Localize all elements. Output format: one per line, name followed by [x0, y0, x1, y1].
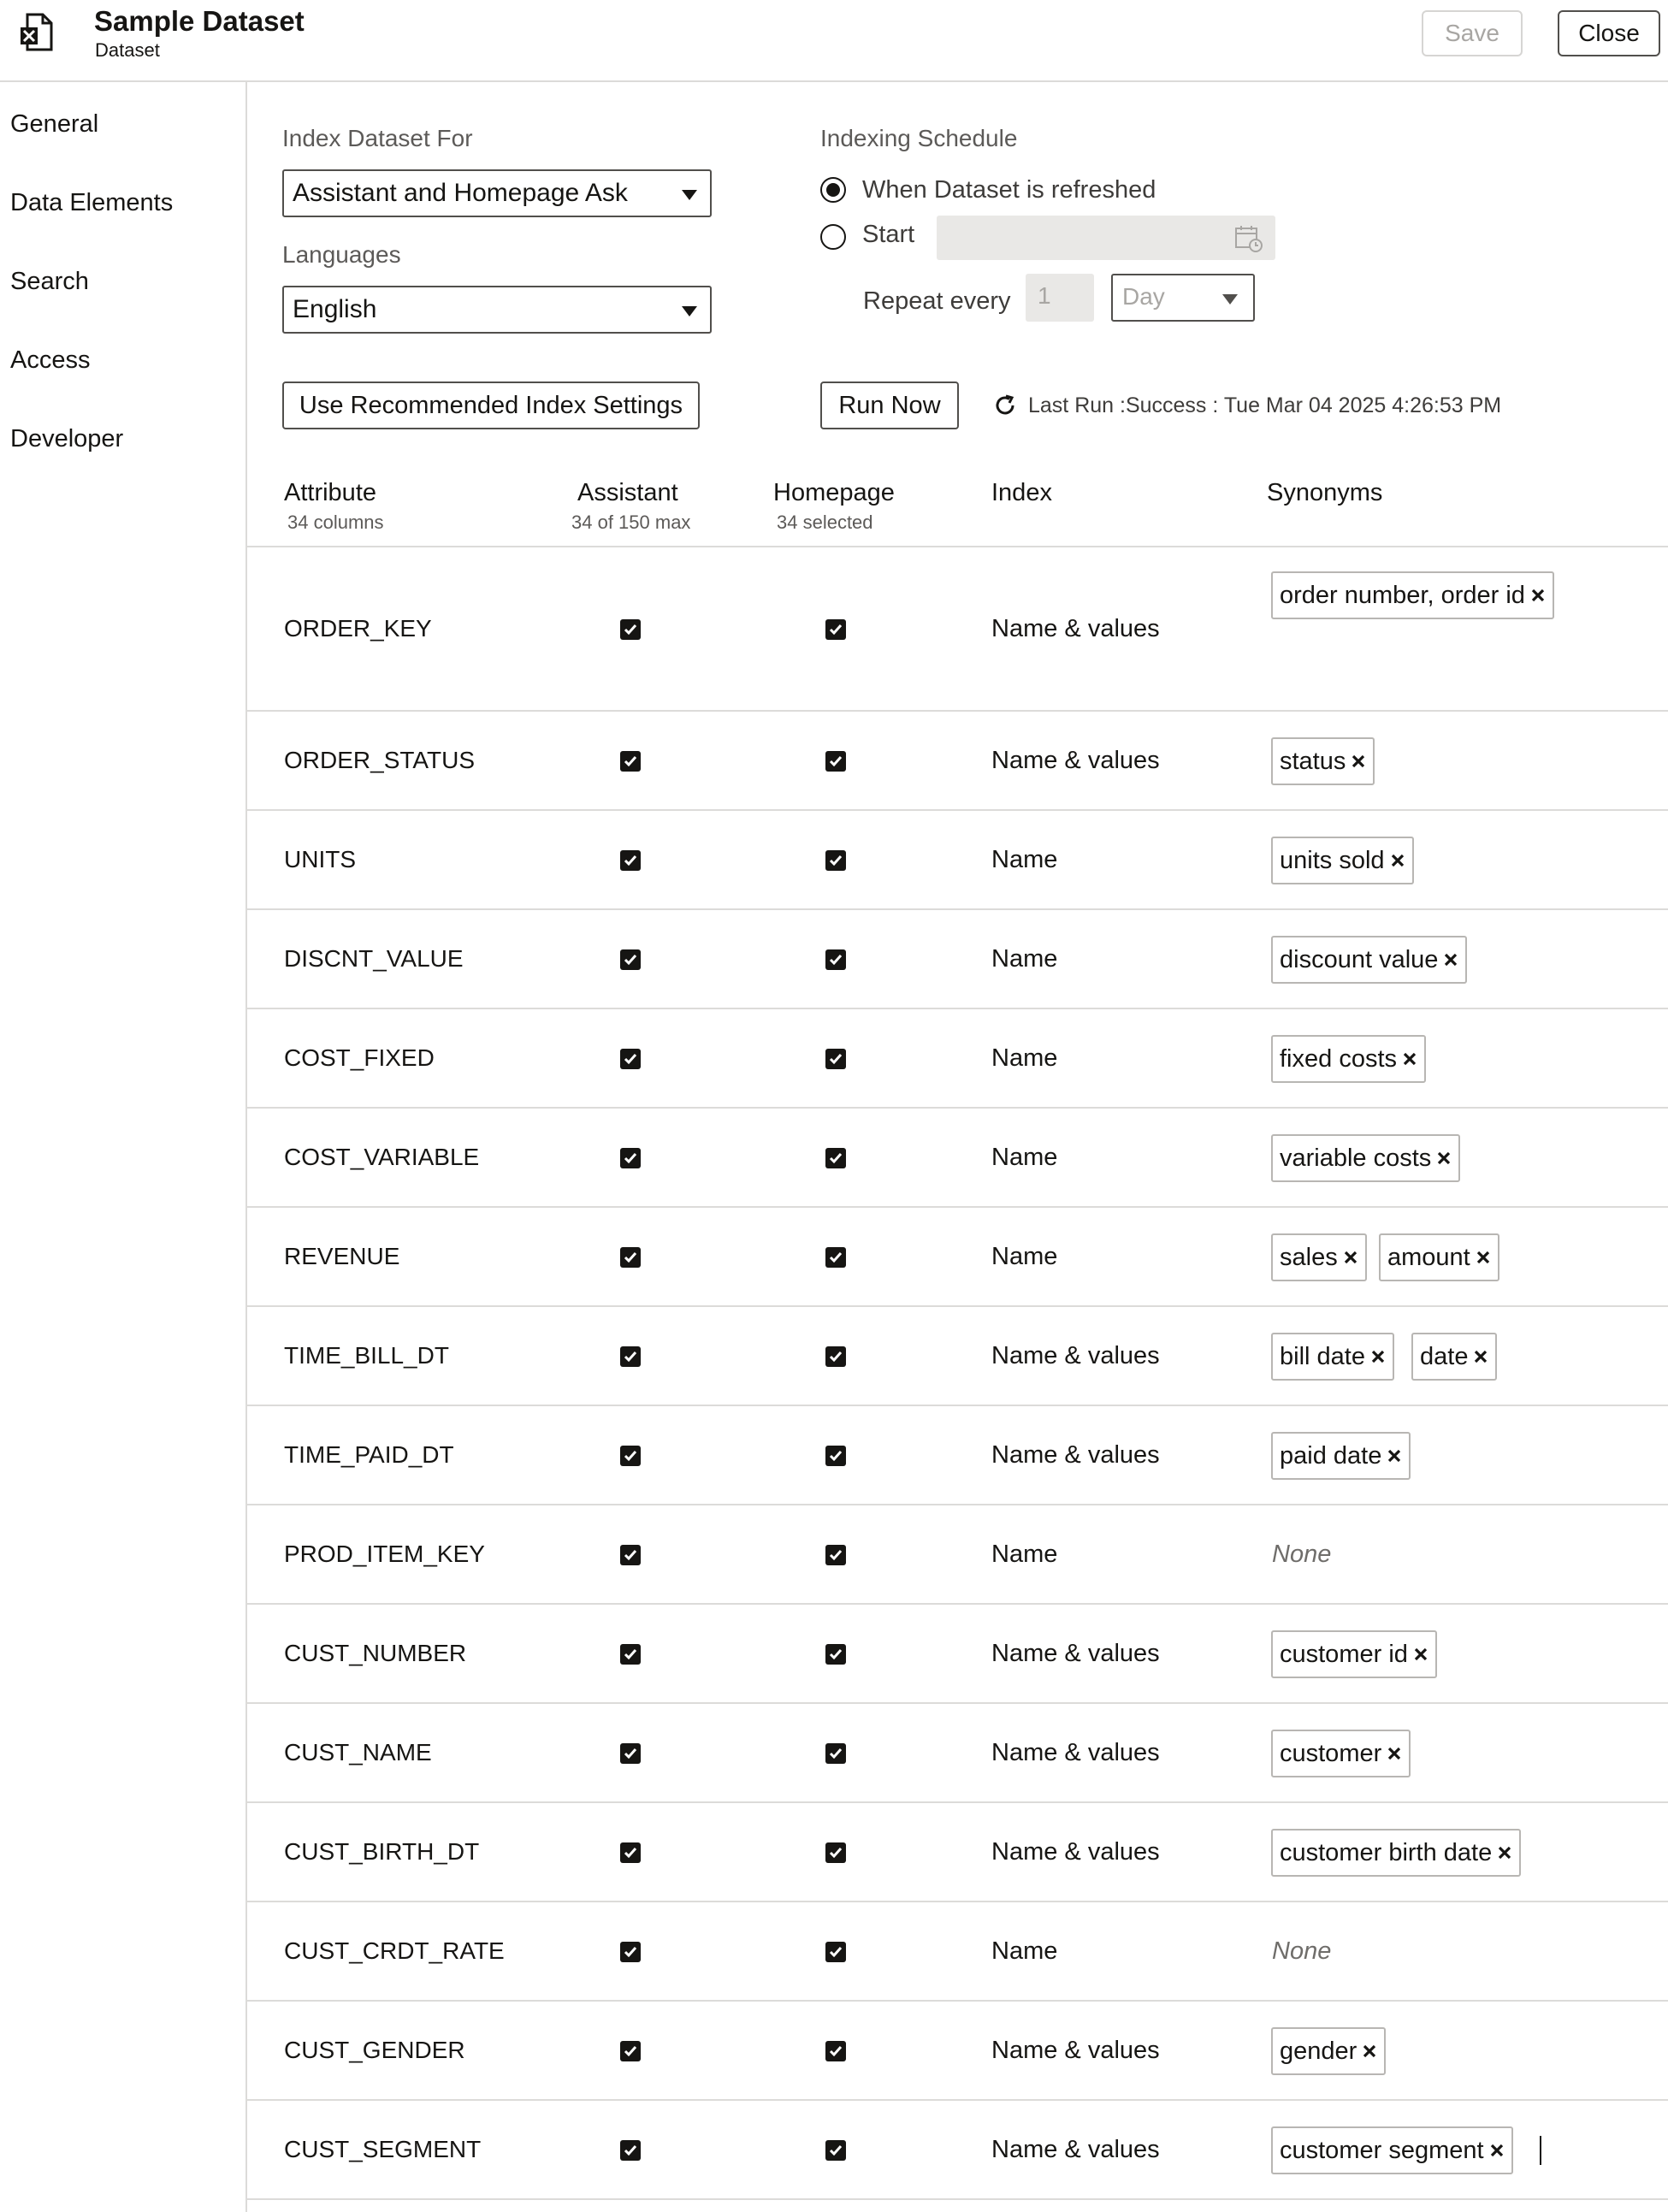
homepage-checkbox[interactable] [825, 850, 846, 871]
table-row [247, 1307, 1668, 1406]
table-row [247, 1803, 1668, 1902]
index-for-label: Index Dataset For [282, 125, 473, 151]
homepage-checkbox[interactable] [825, 1942, 846, 1962]
synonym-text: bill date [1280, 1343, 1365, 1370]
assistant-checkbox[interactable] [620, 751, 641, 772]
index-mode[interactable]: Name [991, 846, 1058, 873]
sidebar-item-developer[interactable]: Developer [10, 425, 124, 452]
index-mode[interactable]: Name [991, 945, 1058, 973]
attribute-name: CUST_CRDT_RATE [284, 1937, 505, 1964]
index-mode[interactable]: Name [991, 1044, 1058, 1072]
attribute-name: COST_VARIABLE [284, 1144, 480, 1170]
table-row [247, 811, 1668, 910]
synonym-text: customer segment [1280, 2137, 1484, 2164]
remove-synonym-icon[interactable] [1362, 2043, 1377, 2059]
assistant-checkbox[interactable] [620, 1743, 641, 1764]
synonym-chip[interactable] [1271, 1730, 1411, 1777]
index-mode[interactable]: Name & values [991, 1739, 1160, 1766]
table-row [247, 712, 1668, 811]
table-row [247, 2002, 1668, 2101]
index-mode[interactable]: Name [991, 1937, 1058, 1965]
attribute-name: CUST_GENDER [284, 2037, 465, 2063]
start-date-input[interactable] [937, 216, 1275, 260]
table-row [247, 1109, 1668, 1208]
synonym-text: sales [1280, 1244, 1338, 1271]
last-run-status: Last Run :Success : Tue Mar 04 2025 4:26:53 PM [1028, 393, 1502, 417]
homepage-checkbox[interactable] [825, 1545, 846, 1565]
languages-label: Languages [282, 241, 401, 268]
repeat-every-value: 1 [1038, 282, 1051, 309]
assistant-checkbox[interactable] [620, 1842, 641, 1863]
attribute-name: ORDER_KEY [284, 615, 432, 642]
close-button[interactable]: Close [1558, 10, 1660, 56]
attribute-name: CUST_NAME [284, 1739, 432, 1765]
assistant-checkbox[interactable] [620, 1148, 641, 1168]
synonym-chip[interactable] [1271, 1035, 1426, 1083]
assistant-checkbox[interactable] [620, 1346, 641, 1367]
synonym-chip[interactable] [1271, 936, 1467, 984]
attribute-name: REVENUE [284, 1243, 400, 1269]
synonym-chip[interactable] [1271, 2126, 1513, 2174]
col-header-index: Index [991, 479, 1052, 506]
index-for-value: Assistant and Homepage Ask [293, 179, 628, 207]
col-header-homepage: Homepage [773, 479, 895, 506]
table-row [247, 2101, 1668, 2200]
synonym-chip[interactable] [1271, 1829, 1521, 1877]
index-mode[interactable]: Name & values [991, 2037, 1160, 2064]
radio-start-label: Start [862, 221, 915, 248]
col-header-assistant-sub: 34 of 150 max [571, 512, 691, 533]
index-mode[interactable]: Name [991, 1541, 1058, 1568]
table-row [247, 1605, 1668, 1704]
assistant-checkbox[interactable] [620, 1644, 641, 1665]
synonym-text: units sold [1280, 847, 1385, 874]
remove-synonym-icon[interactable] [1387, 1746, 1402, 1761]
synonym-input-cursor[interactable] [1540, 2136, 1541, 2165]
sidebar-item-access[interactable]: Access [10, 346, 91, 374]
attribute-name: CUST_NUMBER [284, 1640, 467, 1666]
attribute-name: CUST_BIRTH_DT [284, 1838, 480, 1865]
assistant-checkbox[interactable] [620, 1247, 641, 1268]
remove-synonym-icon[interactable] [1476, 1250, 1491, 1265]
remove-synonym-icon[interactable] [1351, 754, 1366, 769]
homepage-checkbox[interactable] [825, 1743, 846, 1764]
remove-synonym-icon[interactable] [1402, 1051, 1417, 1067]
remove-synonym-icon[interactable] [1489, 2143, 1505, 2158]
synonym-text: fixed costs [1280, 1045, 1397, 1073]
homepage-checkbox[interactable] [825, 751, 846, 772]
remove-synonym-icon[interactable] [1343, 1250, 1358, 1265]
dataset-file-icon [19, 12, 56, 53]
indexing-schedule-label: Indexing Schedule [820, 125, 1018, 151]
repeat-unit-value: Day [1122, 283, 1165, 310]
table-row [247, 1704, 1668, 1803]
attribute-name: CUST_SEGMENT [284, 2136, 482, 2162]
index-mode[interactable]: Name & values [991, 1838, 1160, 1866]
index-mode[interactable]: Name [991, 1243, 1058, 1270]
homepage-checkbox[interactable] [825, 1049, 846, 1069]
save-button[interactable]: Save [1422, 10, 1523, 56]
homepage-checkbox[interactable] [825, 2140, 846, 2161]
table-row [247, 1009, 1668, 1109]
index-for-select[interactable] [282, 169, 712, 217]
attribute-name: COST_FIXED [284, 1044, 435, 1071]
synonym-text: amount [1387, 1244, 1470, 1271]
attribute-name: ORDER_STATUS [284, 747, 475, 773]
page-title: Sample Dataset [94, 5, 305, 37]
synonyms-none[interactable]: None [1272, 1937, 1332, 1965]
synonyms-none[interactable]: None [1272, 1541, 1332, 1568]
chevron-down-icon [682, 306, 697, 316]
attribute-name: UNITS [284, 846, 356, 872]
synonym-chip[interactable] [1271, 1134, 1460, 1182]
table-row [247, 1902, 1668, 2002]
col-header-synonyms: Synonyms [1267, 479, 1383, 506]
page-subtitle: Dataset [95, 39, 160, 61]
table-row [247, 910, 1668, 1009]
index-mode[interactable]: Name & values [991, 747, 1160, 774]
index-mode[interactable]: Name [991, 1144, 1058, 1171]
run-now-button[interactable]: Run Now [820, 381, 959, 429]
synonym-chip[interactable] [1271, 1630, 1437, 1678]
assistant-checkbox[interactable] [620, 2140, 641, 2161]
calendar-icon[interactable] [1234, 224, 1263, 253]
chevron-down-icon [1222, 294, 1238, 305]
homepage-checkbox[interactable] [825, 619, 846, 640]
synonym-text: date [1420, 1343, 1469, 1370]
languages-select[interactable] [282, 286, 712, 334]
homepage-checkbox[interactable] [825, 949, 846, 970]
col-header-homepage-sub: 34 selected [777, 512, 873, 533]
assistant-checkbox[interactable] [620, 619, 641, 640]
attribute-name: DISCNT_VALUE [284, 945, 464, 972]
homepage-checkbox[interactable] [825, 1148, 846, 1168]
refresh-icon [993, 393, 1017, 417]
attribute-name: TIME_PAID_DT [284, 1441, 454, 1468]
remove-synonym-icon[interactable] [1436, 1150, 1452, 1166]
synonym-text: order number, order id [1280, 582, 1525, 609]
synonym-chip[interactable] [1271, 837, 1414, 884]
synonym-chip[interactable] [1411, 1333, 1497, 1381]
synonym-text: customer birth date [1280, 1839, 1493, 1866]
homepage-checkbox[interactable] [825, 2041, 846, 2061]
synonym-chip[interactable] [1271, 571, 1554, 619]
index-mode[interactable]: Name & values [991, 1441, 1160, 1469]
synonym-chip[interactable] [1271, 737, 1375, 785]
languages-value: English [293, 295, 377, 323]
assistant-checkbox[interactable] [620, 949, 641, 970]
use-recommended-settings-button[interactable]: Use Recommended Index Settings [282, 381, 700, 429]
synonym-text: customer [1280, 1740, 1382, 1767]
synonym-text: discount value [1280, 946, 1439, 973]
repeat-every-label: Repeat every [863, 287, 1011, 315]
synonym-chip[interactable] [1271, 1333, 1394, 1381]
homepage-checkbox[interactable] [825, 1346, 846, 1367]
repeat-unit-select[interactable] [1111, 274, 1255, 322]
radio-start[interactable] [820, 224, 846, 250]
synonym-text: variable costs [1280, 1144, 1432, 1172]
index-mode[interactable]: Name & values [991, 615, 1160, 642]
assistant-checkbox[interactable] [620, 850, 641, 871]
radio-selected-dot [826, 183, 840, 197]
remove-synonym-icon[interactable] [1413, 1647, 1428, 1662]
index-mode[interactable]: Name & values [991, 1640, 1160, 1667]
assistant-checkbox[interactable] [620, 1942, 641, 1962]
index-mode[interactable]: Name & values [991, 2136, 1160, 2163]
sidebar [0, 82, 247, 2212]
homepage-checkbox[interactable] [825, 1842, 846, 1863]
assistant-checkbox[interactable] [620, 1049, 641, 1069]
sidebar-item-search[interactable]: Search [10, 268, 89, 295]
remove-synonym-icon[interactable] [1497, 1845, 1512, 1860]
synonym-text: customer id [1280, 1641, 1408, 1668]
table-row [247, 1505, 1668, 1605]
radio-when-refreshed[interactable] [820, 177, 846, 203]
attribute-name: PROD_ITEM_KEY [284, 1541, 485, 1567]
table-row [247, 1406, 1668, 1505]
homepage-checkbox[interactable] [825, 1644, 846, 1665]
synonym-chip[interactable] [1271, 2027, 1386, 2075]
synonym-chip[interactable] [1271, 1432, 1411, 1480]
remove-synonym-icon[interactable] [1370, 1349, 1386, 1364]
synonym-text: status [1280, 748, 1346, 775]
assistant-checkbox[interactable] [620, 2041, 641, 2061]
homepage-checkbox[interactable] [825, 1446, 846, 1466]
synonym-chip[interactable] [1379, 1233, 1499, 1281]
remove-synonym-icon[interactable] [1530, 588, 1546, 603]
synonym-text: paid date [1280, 1442, 1382, 1470]
chevron-down-icon [682, 190, 697, 200]
remove-synonym-icon[interactable] [1390, 853, 1405, 868]
sidebar-item-data-elements[interactable]: Data Elements [10, 189, 174, 216]
remove-synonym-icon[interactable] [1473, 1349, 1488, 1364]
assistant-checkbox[interactable] [620, 1545, 641, 1565]
attribute-name: TIME_BILL_DT [284, 1342, 449, 1369]
assistant-checkbox[interactable] [620, 1446, 641, 1466]
synonym-text: gender [1280, 2038, 1357, 2065]
app-header [0, 0, 1668, 82]
remove-synonym-icon[interactable] [1443, 952, 1458, 967]
radio-when-refreshed-label: When Dataset is refreshed [862, 176, 1156, 204]
col-header-attribute: Attribute [284, 479, 376, 506]
sidebar-item-general[interactable]: General [10, 110, 99, 138]
col-header-attribute-sub: 34 columns [287, 512, 384, 533]
homepage-checkbox[interactable] [825, 1247, 846, 1268]
repeat-every-input[interactable] [1026, 274, 1094, 322]
synonym-chip[interactable] [1271, 1233, 1367, 1281]
remove-synonym-icon[interactable] [1387, 1448, 1402, 1464]
index-mode[interactable]: Name & values [991, 1342, 1160, 1369]
table-row [247, 547, 1668, 712]
col-header-assistant: Assistant [577, 479, 678, 506]
table-row [247, 1208, 1668, 1307]
